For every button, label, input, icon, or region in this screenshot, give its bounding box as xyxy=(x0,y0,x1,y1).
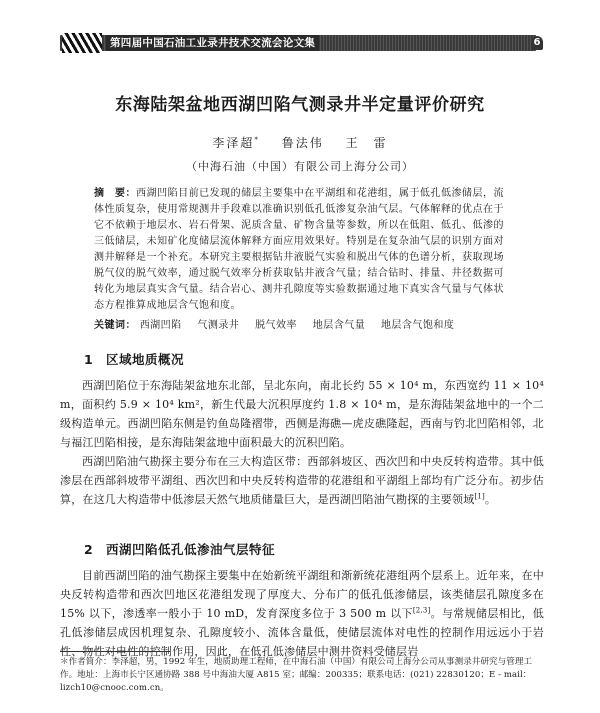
page-number: 6 xyxy=(531,36,543,50)
author-affiliation: （中海石油（中国）有限公司上海分公司） xyxy=(186,160,414,173)
author-name: 鲁法伟 xyxy=(281,136,324,150)
keyword: 地层含气饱和度 xyxy=(380,320,455,331)
section-title: 西湖凹陷低孔低渗油气层特征 xyxy=(106,542,276,557)
body-paragraph xyxy=(60,566,544,661)
abstract xyxy=(94,186,504,314)
keywords xyxy=(94,318,504,334)
paragraph-text: 。与常规储层相比，低孔低渗储层成因机理复杂、孔隙度较小、流体含量低，使储层流体对电性的控制作用远远小于岩性、物性对电性的控制作用，因此，在低孔低渗储层中测井资料受储层岩 xyxy=(60,607,544,658)
author-name: 李泽超 xyxy=(212,136,255,150)
body-paragraph: 西湖凹陷油气勘探主要分布在三大构造区带：西部斜坡区、西次凹和中央反转构造带。其中低渗层在西部斜坡带平湖组、西次凹和中央反转构造带的花港组和平湖组上部均有广泛分布。初步估算，在这几大构造带中低渗层天然气地质储量巨大，是西湖凹陷油气勘探的主要领域[1]。 xyxy=(60,455,544,506)
keywords-label: 关键词： xyxy=(94,320,136,331)
keyword: 地层含气量 xyxy=(312,320,366,331)
abstract-text: 西湖凹陷目前已发现的储层主要集中在平湖组和花港组，属于低孔低渗储层，流体性质复杂，使用常规测井手段难以准确识别低孔低渗复杂油气层。气体解释的优点在于它不依赖于地层水、岩石骨架、泥质含量、矿物含量等参数，所以在低阻、低孔、低渗的三低储层，未知矿化度储层流体解释方面应用效果好。特别是在复杂油气层的识别方面对测井解释是一个补充。本研究主要根据钻井液脱气实验和脱出气体的色谱分析，获取现场脱气仪的脱气效率，通过脱气效率分析获取钻井液含气量；结合钻时、排量、井径数据可转化为地层真实含气量。结合岩心、测井孔隙度等实验数据通过地下真实含气量与气体状态方程推算成地层含气饱和度。 xyxy=(94,188,505,311)
header-stripe-decoration xyxy=(62,33,102,53)
body-paragraph: 西湖凹陷位于东海陆架盆地东北部，呈北东向，南北长约 55 × 10⁴ m，东西宽约 11 × 10⁴ m，面积约 5.9 × 10⁴ km²，新生代最大沉积厚度约 1.8 × 10⁴ m，是东海陆架盆地中的一个二级构造单元。西湖凹陷东侧是钓鱼岛隆褶带，西侧是海礁—虎皮礁隆起，西南与钓北凹陷相邻，北与福江凹陷相接，是东海陆架盆地中面积最大的沉积凹陷。 xyxy=(60,379,544,449)
section-title: 区域地质概况 xyxy=(106,352,185,367)
footnote-divider xyxy=(60,651,170,652)
author-list xyxy=(0,134,600,151)
paragraph-text: 目前西湖凹陷的油气勘探主要集中在始新统平湖组和渐新统花港组两个层系上。近年来，在中央反转构造带和西次凹地区花港组发现了厚度大、分布广的低孔低渗储层，该类储层孔隙度多在 15% 以下，渗透率一般小于 10 mD，发育深度多位于 3 500 m 以下 xyxy=(60,569,544,620)
keyword: 脱气效率 xyxy=(255,320,298,331)
section-number: 1 xyxy=(84,352,94,367)
author-footnote: ＊作者简介：李泽超，男，1992 年生，地质助理工程师，在中海石油（中国）有限公司上海分公司从事测录井研究与管理工作。地址：上海市长宁区通协路 388 号中海油大厦 A815 室；邮编：200335；联系电话：(021) 22830120；E - mail：lizch10@cnooc.com.cn。 xyxy=(60,657,533,693)
author-footnote-mark: * xyxy=(254,136,260,144)
author-name: 王 雷 xyxy=(345,136,388,150)
proceedings-title: 第四届中国石油工业录井技术交流会论文集 xyxy=(106,35,319,51)
section-heading xyxy=(84,540,275,558)
paragraph-text: 西湖凹陷油气勘探主要分布在三大构造区带：西部斜坡区、西次凹和中央反转构造带。其中低渗层在西部斜坡带平湖组、西次凹和中央反转构造带的花港组和平湖组上部均有广泛分布。初步估算，在这几大构造带中低渗层天然气地质储量巨大，是西湖凹陷油气勘探的主要领域 xyxy=(60,455,544,506)
citation: [2,3] xyxy=(412,606,431,615)
paper-title: 东海陆架盆地西湖凹陷气测录井半定量评价研究 xyxy=(115,95,485,115)
keyword: 西湖凹陷 xyxy=(139,320,182,331)
section-heading xyxy=(84,350,184,368)
keyword: 气测录井 xyxy=(197,320,240,331)
section-number: 2 xyxy=(84,542,94,557)
abstract-label: 摘 要： xyxy=(94,188,137,199)
citation: [1] xyxy=(474,492,485,501)
